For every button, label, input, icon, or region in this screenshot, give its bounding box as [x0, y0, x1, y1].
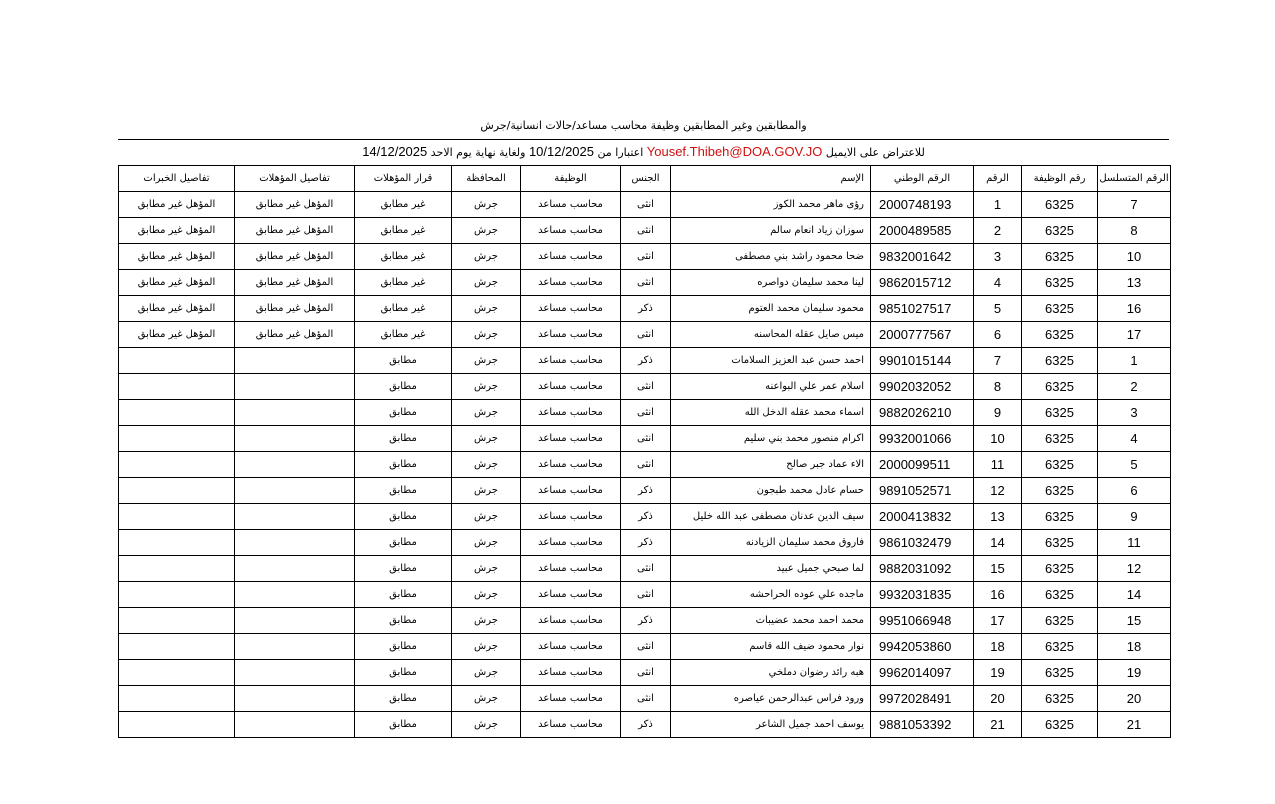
table-row	[119, 400, 1171, 426]
cell-number: 1	[974, 192, 1022, 218]
cell-job-number: 6325	[1022, 218, 1098, 244]
cell-job-number: 6325	[1022, 608, 1098, 634]
cell-governorate: جرش	[452, 712, 521, 738]
cell-serial: 16	[1098, 296, 1171, 322]
cell-name: رؤى ماهر محمد الكوز	[671, 192, 871, 218]
cell-qualification-details	[235, 608, 355, 634]
cell-job: محاسب مساعد	[521, 296, 621, 322]
cell-gender: انثى	[621, 582, 671, 608]
cell-job-number: 6325	[1022, 712, 1098, 738]
cell-gender: انثى	[621, 270, 671, 296]
cell-job: محاسب مساعد	[521, 322, 621, 348]
cell-number: 14	[974, 530, 1022, 556]
cell-governorate: جرش	[452, 582, 521, 608]
cell-qualification-details	[235, 582, 355, 608]
cell-governorate: جرش	[452, 452, 521, 478]
cell-qualification-details	[235, 478, 355, 504]
cell-name: لما صبحي جميل عبيد	[671, 556, 871, 582]
cell-gender: انثى	[621, 426, 671, 452]
table-row	[119, 478, 1171, 504]
cell-governorate: جرش	[452, 218, 521, 244]
cell-qualification-details	[235, 374, 355, 400]
cell-serial: 5	[1098, 452, 1171, 478]
cell-gender: انثى	[621, 634, 671, 660]
cell-job-number: 6325	[1022, 556, 1098, 582]
cell-national-id: 9942053860	[871, 634, 974, 660]
cell-qualification-decision: مطابق	[355, 556, 452, 582]
cell-experience-details	[119, 348, 235, 374]
cell-qualification-details: المؤهل غير مطابق	[235, 270, 355, 296]
cell-experience-details: المؤهل غير مطابق	[119, 244, 235, 270]
cell-qualification-decision: مطابق	[355, 400, 452, 426]
cell-governorate: جرش	[452, 322, 521, 348]
cell-qualification-decision: مطابق	[355, 582, 452, 608]
cell-serial: 18	[1098, 634, 1171, 660]
cell-qualification-details	[235, 712, 355, 738]
table-row	[119, 608, 1171, 634]
cell-serial: 19	[1098, 660, 1171, 686]
table-row	[119, 348, 1171, 374]
cell-job: محاسب مساعد	[521, 218, 621, 244]
cell-serial: 15	[1098, 608, 1171, 634]
cell-job: محاسب مساعد	[521, 374, 621, 400]
cell-name: احمد حسن عبد العزيز السلامات	[671, 348, 871, 374]
cell-qualification-details	[235, 556, 355, 582]
cell-job-number: 6325	[1022, 270, 1098, 296]
cell-name: ماجده علي عوده الحراحشه	[671, 582, 871, 608]
cell-name: محمد احمد محمد عضيبات	[671, 608, 871, 634]
cell-job: محاسب مساعد	[521, 244, 621, 270]
cell-number: 18	[974, 634, 1022, 660]
cell-qualification-details	[235, 504, 355, 530]
cell-national-id: 9881053392	[871, 712, 974, 738]
cell-name: اسلام عمر علي البواعنه	[671, 374, 871, 400]
cell-name: فاروق محمد سليمان الزيادنه	[671, 530, 871, 556]
cell-job: محاسب مساعد	[521, 478, 621, 504]
cell-gender: ذكر	[621, 530, 671, 556]
cell-governorate: جرش	[452, 192, 521, 218]
cell-name: لينا محمد سليمان دواصره	[671, 270, 871, 296]
cell-national-id: 9882026210	[871, 400, 974, 426]
cell-job: محاسب مساعد	[521, 348, 621, 374]
cell-qualification-decision: مطابق	[355, 452, 452, 478]
cell-job-number: 6325	[1022, 426, 1098, 452]
table-row	[119, 452, 1171, 478]
cell-national-id: 9861032479	[871, 530, 974, 556]
cell-qualification-details	[235, 426, 355, 452]
cell-qualification-decision: مطابق	[355, 478, 452, 504]
cell-national-id: 2000748193	[871, 192, 974, 218]
cell-gender: انثى	[621, 244, 671, 270]
cell-experience-details: المؤهل غير مطابق	[119, 192, 235, 218]
cell-national-id: 2000777567	[871, 322, 974, 348]
cell-qualification-decision: غير مطابق	[355, 244, 452, 270]
cell-job: محاسب مساعد	[521, 686, 621, 712]
col-header-serial: الرقم المتسلسل	[1098, 166, 1171, 192]
cell-name: سوزان زياد انعام سالم	[671, 218, 871, 244]
cell-job-number: 6325	[1022, 582, 1098, 608]
col-header-governorate: المحافظة	[452, 166, 521, 192]
cell-qualification-decision: مطابق	[355, 634, 452, 660]
cell-qualification-decision: مطابق	[355, 712, 452, 738]
cell-number: 8	[974, 374, 1022, 400]
cell-qualification-details: المؤهل غير مطابق	[235, 244, 355, 270]
cell-job: محاسب مساعد	[521, 634, 621, 660]
cell-job-number: 6325	[1022, 504, 1098, 530]
cell-job: محاسب مساعد	[521, 582, 621, 608]
cell-gender: انثى	[621, 400, 671, 426]
cell-number: 10	[974, 426, 1022, 452]
cell-serial: 20	[1098, 686, 1171, 712]
table-row	[119, 686, 1171, 712]
cell-gender: ذكر	[621, 296, 671, 322]
cell-qualification-decision: مطابق	[355, 660, 452, 686]
cell-national-id: 9932001066	[871, 426, 974, 452]
cell-national-id: 9832001642	[871, 244, 974, 270]
cell-number: 16	[974, 582, 1022, 608]
cell-national-id: 9901015144	[871, 348, 974, 374]
cell-governorate: جرش	[452, 530, 521, 556]
cell-name: يوسف احمد جميل الشاعر	[671, 712, 871, 738]
col-header-job-number: رقم الوظيفة	[1022, 166, 1098, 192]
cell-number: 4	[974, 270, 1022, 296]
cell-number: 19	[974, 660, 1022, 686]
cell-qualification-details	[235, 400, 355, 426]
from-label: اعتبارا من	[597, 146, 644, 159]
cell-job: محاسب مساعد	[521, 712, 621, 738]
cell-serial: 10	[1098, 244, 1171, 270]
cell-qualification-decision: غير مطابق	[355, 218, 452, 244]
cell-name: ميس صايل عقله المحاسنه	[671, 322, 871, 348]
cell-experience-details	[119, 530, 235, 556]
cell-governorate: جرش	[452, 374, 521, 400]
cell-job: محاسب مساعد	[521, 270, 621, 296]
cell-job: محاسب مساعد	[521, 660, 621, 686]
table-row	[119, 296, 1171, 322]
cell-name: حسام عادل محمد طبجون	[671, 478, 871, 504]
cell-national-id: 2000489585	[871, 218, 974, 244]
col-header-number: الرقم	[974, 166, 1022, 192]
table-row	[119, 270, 1171, 296]
cell-number: 5	[974, 296, 1022, 322]
cell-name: هبه رائد رضوان دملخي	[671, 660, 871, 686]
cell-qualification-decision: مطابق	[355, 504, 452, 530]
cell-job: محاسب مساعد	[521, 530, 621, 556]
cell-gender: ذكر	[621, 478, 671, 504]
cell-governorate: جرش	[452, 634, 521, 660]
cell-experience-details	[119, 608, 235, 634]
cell-job-number: 6325	[1022, 348, 1098, 374]
cell-governorate: جرش	[452, 426, 521, 452]
cell-national-id: 9932031835	[871, 582, 974, 608]
cell-gender: انثى	[621, 192, 671, 218]
cell-experience-details	[119, 400, 235, 426]
cell-governorate: جرش	[452, 348, 521, 374]
cell-serial: 1	[1098, 348, 1171, 374]
cell-governorate: جرش	[452, 296, 521, 322]
cell-number: 2	[974, 218, 1022, 244]
cell-job: محاسب مساعد	[521, 192, 621, 218]
cell-gender: انثى	[621, 374, 671, 400]
cell-number: 9	[974, 400, 1022, 426]
cell-job-number: 6325	[1022, 686, 1098, 712]
cell-serial: 2	[1098, 374, 1171, 400]
cell-number: 15	[974, 556, 1022, 582]
cell-gender: انثى	[621, 218, 671, 244]
table-row	[119, 634, 1171, 660]
cell-national-id: 2000413832	[871, 504, 974, 530]
cell-experience-details: المؤهل غير مطابق	[119, 270, 235, 296]
col-header-qualification-details: تفاصيل المؤهلات	[235, 166, 355, 192]
cell-job-number: 6325	[1022, 296, 1098, 322]
cell-serial: 8	[1098, 218, 1171, 244]
table-row	[119, 426, 1171, 452]
cell-experience-details	[119, 478, 235, 504]
cell-job: محاسب مساعد	[521, 556, 621, 582]
cell-qualification-details: المؤهل غير مطابق	[235, 322, 355, 348]
cell-job-number: 6325	[1022, 374, 1098, 400]
cell-qualification-decision: مطابق	[355, 426, 452, 452]
table-row	[119, 322, 1171, 348]
cell-gender: انثى	[621, 322, 671, 348]
cell-experience-details	[119, 660, 235, 686]
cell-national-id: 9882031092	[871, 556, 974, 582]
cell-experience-details	[119, 452, 235, 478]
cell-gender: ذكر	[621, 504, 671, 530]
cell-job-number: 6325	[1022, 530, 1098, 556]
cell-qualification-decision: غير مطابق	[355, 296, 452, 322]
cell-national-id: 9851027517	[871, 296, 974, 322]
cell-national-id: 9862015712	[871, 270, 974, 296]
col-header-gender: الجنس	[621, 166, 671, 192]
cell-name: سيف الدين عدنان مصطفى عبد الله خليل	[671, 504, 871, 530]
cell-qualification-decision: غير مطابق	[355, 270, 452, 296]
col-header-job: الوظيفة	[521, 166, 621, 192]
cell-job-number: 6325	[1022, 322, 1098, 348]
date-to: 14/12/2025	[362, 144, 428, 159]
title-divider	[118, 139, 1169, 140]
table-header-row	[119, 166, 1171, 192]
cell-national-id: 9972028491	[871, 686, 974, 712]
cell-job-number: 6325	[1022, 192, 1098, 218]
cell-job: محاسب مساعد	[521, 400, 621, 426]
cell-job: محاسب مساعد	[521, 504, 621, 530]
cell-serial: 9	[1098, 504, 1171, 530]
cell-serial: 6	[1098, 478, 1171, 504]
candidates-table	[118, 165, 1171, 738]
cell-number: 3	[974, 244, 1022, 270]
table-row	[119, 192, 1171, 218]
cell-serial: 14	[1098, 582, 1171, 608]
cell-governorate: جرش	[452, 686, 521, 712]
cell-qualification-decision: غير مطابق	[355, 192, 452, 218]
table-row	[119, 504, 1171, 530]
cell-job-number: 6325	[1022, 244, 1098, 270]
until-label: ولغاية نهاية يوم الاحد	[430, 146, 526, 159]
cell-governorate: جرش	[452, 270, 521, 296]
cell-serial: 13	[1098, 270, 1171, 296]
cell-qualification-details	[235, 530, 355, 556]
cell-qualification-decision: مطابق	[355, 608, 452, 634]
cell-experience-details	[119, 556, 235, 582]
cell-experience-details	[119, 712, 235, 738]
cell-experience-details: المؤهل غير مطابق	[119, 218, 235, 244]
cell-number: 17	[974, 608, 1022, 634]
date-from: 10/12/2025	[528, 144, 595, 159]
cell-qualification-details	[235, 686, 355, 712]
cell-job-number: 6325	[1022, 634, 1098, 660]
cell-experience-details	[119, 504, 235, 530]
cell-name: اسماء محمد عقله الدخل الله	[671, 400, 871, 426]
cell-experience-details	[119, 582, 235, 608]
cell-job-number: 6325	[1022, 400, 1098, 426]
cell-gender: ذكر	[621, 608, 671, 634]
objection-notice	[118, 144, 1169, 161]
cell-qualification-details	[235, 452, 355, 478]
cell-national-id: 9902032052	[871, 374, 974, 400]
cell-governorate: جرش	[452, 244, 521, 270]
cell-serial: 3	[1098, 400, 1171, 426]
cell-serial: 21	[1098, 712, 1171, 738]
cell-governorate: جرش	[452, 478, 521, 504]
cell-qualification-decision: غير مطابق	[355, 322, 452, 348]
cell-experience-details: المؤهل غير مطابق	[119, 296, 235, 322]
cell-experience-details	[119, 426, 235, 452]
cell-qualification-details: المؤهل غير مطابق	[235, 296, 355, 322]
cell-qualification-decision: مطابق	[355, 686, 452, 712]
cell-name: ضحا محمود راشد بني مصطفى	[671, 244, 871, 270]
cell-qualification-details: المؤهل غير مطابق	[235, 218, 355, 244]
cell-experience-details	[119, 686, 235, 712]
cell-name: نوار محمود ضيف الله قاسم	[671, 634, 871, 660]
cell-job: محاسب مساعد	[521, 608, 621, 634]
cell-serial: 7	[1098, 192, 1171, 218]
cell-gender: انثى	[621, 556, 671, 582]
cell-qualification-decision: مطابق	[355, 374, 452, 400]
table-row	[119, 244, 1171, 270]
cell-national-id: 2000099511	[871, 452, 974, 478]
cell-national-id: 9962014097	[871, 660, 974, 686]
cell-number: 20	[974, 686, 1022, 712]
cell-serial: 17	[1098, 322, 1171, 348]
cell-gender: ذكر	[621, 348, 671, 374]
table-row	[119, 556, 1171, 582]
cell-qualification-details	[235, 348, 355, 374]
cell-number: 12	[974, 478, 1022, 504]
objection-prefix: للاعتراض على الايميل	[825, 146, 925, 159]
cell-gender: انثى	[621, 686, 671, 712]
cell-number: 6	[974, 322, 1022, 348]
col-header-experience-details: تفاصيل الخبرات	[119, 166, 235, 192]
table-body	[119, 192, 1171, 738]
cell-qualification-decision: مطابق	[355, 348, 452, 374]
cell-job-number: 6325	[1022, 660, 1098, 686]
col-header-qualification-decision: قرار المؤهلات	[355, 166, 452, 192]
table-row	[119, 374, 1171, 400]
cell-gender: انثى	[621, 660, 671, 686]
cell-national-id: 9951066948	[871, 608, 974, 634]
table-row	[119, 582, 1171, 608]
document-title: والمطابقين وغير المطابقين وظيفة محاسب مساعد/حالات انسانية/جرش	[480, 119, 807, 132]
cell-experience-details	[119, 634, 235, 660]
cell-number: 11	[974, 452, 1022, 478]
table-row	[119, 530, 1171, 556]
cell-number: 21	[974, 712, 1022, 738]
col-header-name: الإسم	[671, 166, 871, 192]
cell-serial: 4	[1098, 426, 1171, 452]
cell-name: الاء عماد جبر صالح	[671, 452, 871, 478]
cell-governorate: جرش	[452, 660, 521, 686]
cell-number: 13	[974, 504, 1022, 530]
cell-governorate: جرش	[452, 556, 521, 582]
cell-name: اكرام منصور محمد بني سليم	[671, 426, 871, 452]
cell-job-number: 6325	[1022, 452, 1098, 478]
cell-name: ورود فراس عبدالرحمن عياصره	[671, 686, 871, 712]
cell-number: 7	[974, 348, 1022, 374]
table-row	[119, 218, 1171, 244]
cell-qualification-decision: مطابق	[355, 530, 452, 556]
cell-serial: 11	[1098, 530, 1171, 556]
cell-qualification-details	[235, 634, 355, 660]
cell-qualification-details: المؤهل غير مطابق	[235, 192, 355, 218]
cell-experience-details: المؤهل غير مطابق	[119, 322, 235, 348]
cell-gender: انثى	[621, 452, 671, 478]
table-row	[119, 712, 1171, 738]
cell-serial: 12	[1098, 556, 1171, 582]
cell-gender: ذكر	[621, 712, 671, 738]
cell-experience-details	[119, 374, 235, 400]
cell-job-number: 6325	[1022, 478, 1098, 504]
cell-governorate: جرش	[452, 608, 521, 634]
cell-governorate: جرش	[452, 400, 521, 426]
table-row	[119, 660, 1171, 686]
cell-qualification-details	[235, 660, 355, 686]
cell-job: محاسب مساعد	[521, 452, 621, 478]
cell-job: محاسب مساعد	[521, 426, 621, 452]
col-header-national-id: الرقم الوطني	[871, 166, 974, 192]
objection-email[interactable]: Yousef.Thibeh@DOA.GOV.JO	[646, 144, 823, 159]
cell-name: محمود سليمان محمد العتوم	[671, 296, 871, 322]
cell-governorate: جرش	[452, 504, 521, 530]
cell-national-id: 9891052571	[871, 478, 974, 504]
